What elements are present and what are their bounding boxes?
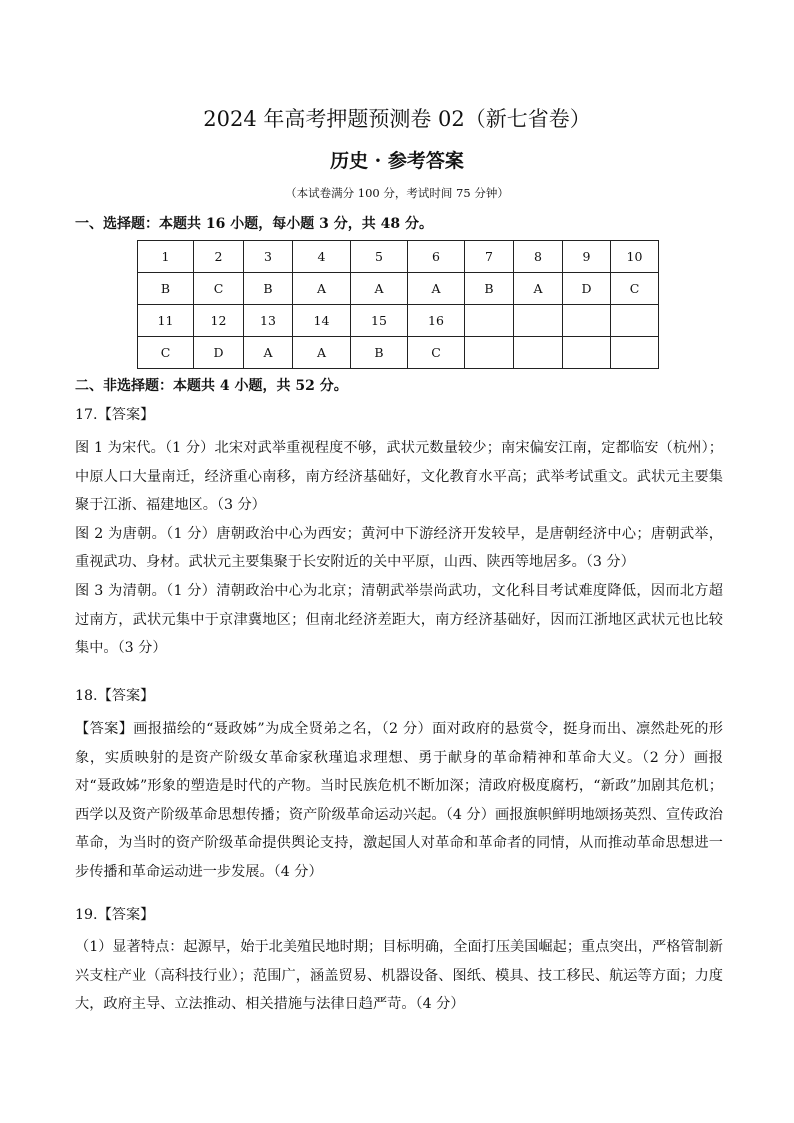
q18-paragraph-1: 【答案】画报描绘的“聂政姊”为成全贤弟之名，（2 分）面对政府的悬赏令，挺身而出、凛然赴死的形象，实质映射的是资产阶级女革命家秋瑾追求理想、勇于献身的革命精神和革命大义。（2 分）画报对“聂政姊”形象的塑造是时代的产物。当时民族危机不断加深；清政府极度腐朽，“新政”加剧其危机；西学以及资产阶级革命思想传播；资产阶级革命运动兴起。（4 分）画报旗帜鲜明地颂扬英烈、宣传政治革命，为当时的资产阶级革命提供舆论支持，激起国人对革命和革命者的同情，从而推动革命思想进一步传播和革命运动进一步发展。（4 分） xyxy=(75,721,723,880)
table-cell: A xyxy=(293,337,351,369)
table-cell: C xyxy=(408,337,465,369)
q17-heading: 17.【答案】 xyxy=(75,407,155,423)
table-cell: C xyxy=(194,273,244,305)
table-cell xyxy=(465,305,514,337)
table-cell xyxy=(465,337,514,369)
table-cell: 16 xyxy=(408,305,465,337)
q18-answer xyxy=(75,715,723,887)
table-cell: 3 xyxy=(244,241,293,273)
table-cell: 10 xyxy=(611,241,659,273)
q17-paragraph-1: 图 1 为宋代。（1 分）北宋对武举重视程度不够，武状元数量较少；南宋偏安江南，定都临安（杭州）；中原人口大量南迁，经济重心南移，南方经济基础好，文化教育水平高；武举考试重文。武状元主要集聚于江浙、福建地区。（3 分） xyxy=(75,440,723,514)
table-cell: A xyxy=(514,273,563,305)
q19-answer xyxy=(75,933,723,1019)
exam-note: （本试卷满分 100 分，考试时间 75 分钟） xyxy=(285,186,509,200)
table-cell: B xyxy=(465,273,514,305)
table-cell xyxy=(514,305,563,337)
table-cell: 15 xyxy=(351,305,408,337)
table-row xyxy=(138,273,659,305)
table-cell: D xyxy=(563,273,611,305)
table-cell: B xyxy=(351,337,408,369)
q19-heading: 19.【答案】 xyxy=(75,907,155,923)
table-cell: 7 xyxy=(465,241,514,273)
table-cell: 13 xyxy=(244,305,293,337)
table-cell: C xyxy=(611,273,659,305)
table-row xyxy=(138,337,659,369)
table-cell: 11 xyxy=(138,305,194,337)
table-cell: 2 xyxy=(194,241,244,273)
table-cell: 14 xyxy=(293,305,351,337)
page-subtitle: 历史 · 参考答案 xyxy=(330,150,464,172)
q18-heading: 18.【答案】 xyxy=(75,688,155,704)
q17-paragraph-3: 图 3 为清朝。（1 分）清朝政治中心为北京；清朝武举崇尚武功，文化科目考试难度降低，因而北方超过南方，武状元集中于京津冀地区；但南北经济差距大，南方经济基础好，因而江浙地区武状元也比较集中。（3 分） xyxy=(75,582,723,657)
page-title: 2024 年高考押题预测卷 02（新七省卷） xyxy=(203,107,591,131)
table-cell: 8 xyxy=(514,241,563,273)
table-cell xyxy=(563,305,611,337)
table-cell: C xyxy=(138,337,194,369)
answer-table xyxy=(137,240,659,369)
table-cell: A xyxy=(408,273,465,305)
table-cell: B xyxy=(244,273,293,305)
table-cell xyxy=(611,337,659,369)
table-cell: 9 xyxy=(563,241,611,273)
q17-paragraph-2: 图 2 为唐朝。（1 分）唐朝政治中心为西安；黄河中下游经济开发较早，是唐朝经济中心；唐朝武举，重视武功、身材。武状元主要集聚于长安附近的关中平原，山西、陕西等地居多。（3 分） xyxy=(75,525,723,571)
q17-answer xyxy=(75,434,723,663)
table-cell: 4 xyxy=(293,241,351,273)
table-cell: A xyxy=(293,273,351,305)
table-row xyxy=(138,241,659,273)
table-cell: 6 xyxy=(408,241,465,273)
table-cell: 12 xyxy=(194,305,244,337)
table-cell: 1 xyxy=(138,241,194,273)
table-cell: D xyxy=(194,337,244,369)
table-row xyxy=(138,305,659,337)
section-2-heading: 二、非选择题：本题共 4 小题，共 52 分。 xyxy=(75,378,348,394)
table-cell xyxy=(563,337,611,369)
table-cell: A xyxy=(351,273,408,305)
table-cell: B xyxy=(138,273,194,305)
table-cell xyxy=(611,305,659,337)
table-cell: 5 xyxy=(351,241,408,273)
q19-paragraph-1: （1）显著特点：起源早，始于北美殖民地时期；目标明确，全面打压美国崛起；重点突出，严格管制新兴支柱产业（高科技行业）；范围广，涵盖贸易、机器设备、图纸、模具、技工移民、航运等方面；力度大，政府主导、立法推动、相关措施与法律日趋严苛。（4 分） xyxy=(75,939,723,1013)
table-cell xyxy=(514,337,563,369)
section-1-heading: 一、选择题：本题共 16 小题，每小题 3 分，共 48 分。 xyxy=(75,216,433,232)
table-cell: A xyxy=(244,337,293,369)
